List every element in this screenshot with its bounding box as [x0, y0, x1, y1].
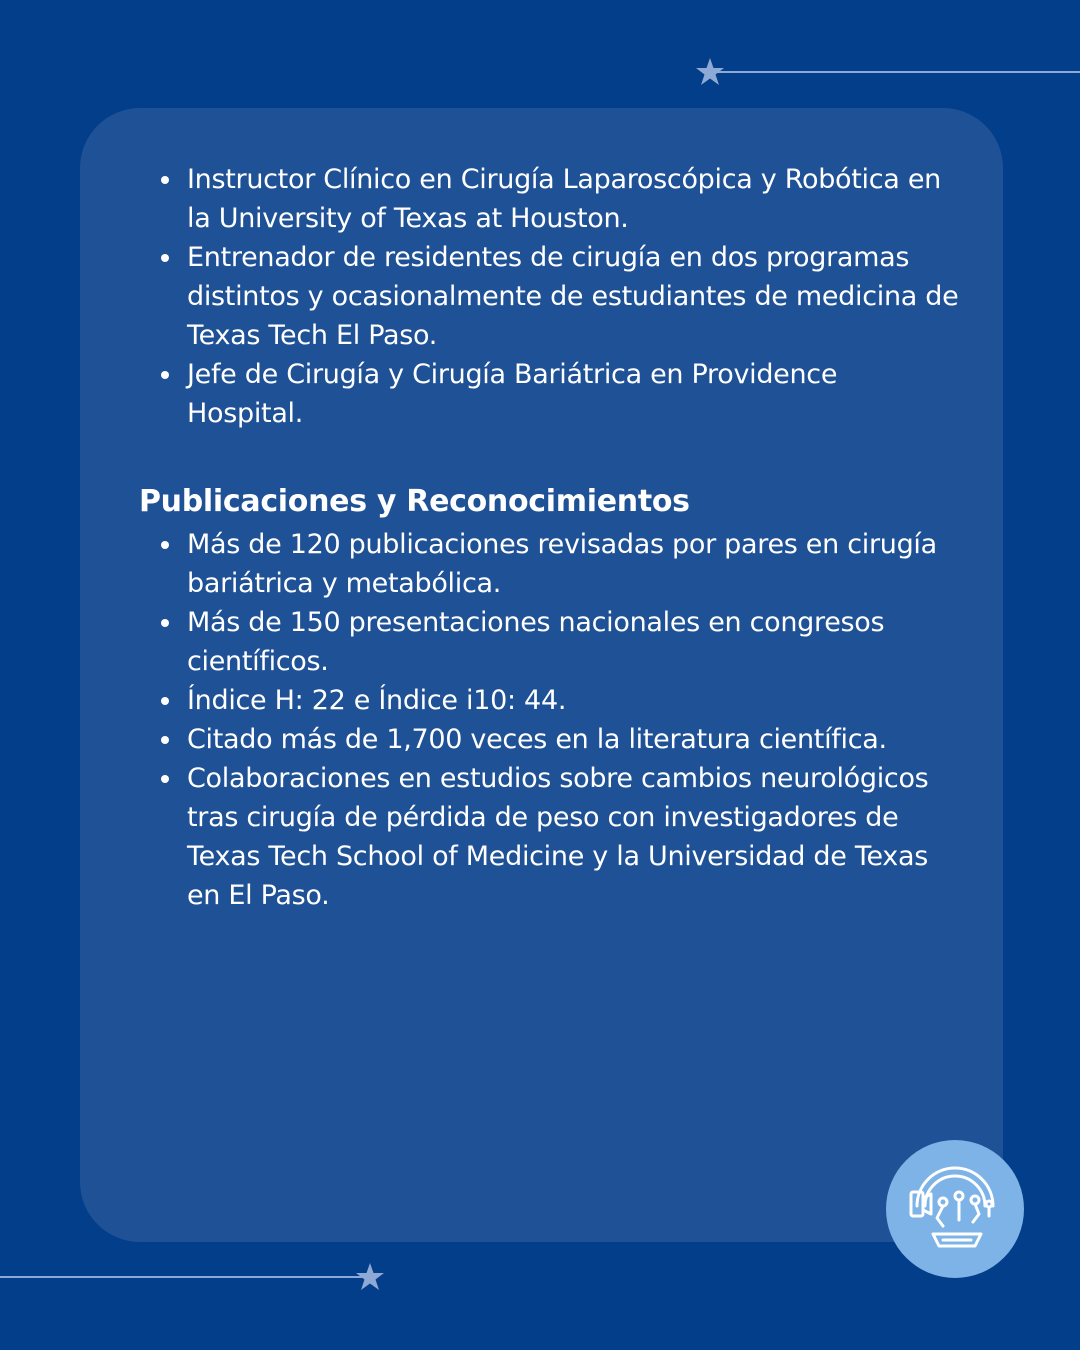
star-icon	[694, 56, 726, 88]
list-item: Más de 150 presentaciones nacionales en congresos científicos.	[139, 603, 959, 681]
list-item: Jefe de Cirugía y Cirugía Bariátrica en Providence Hospital.	[139, 355, 959, 433]
section-title: Publicaciones y Reconocimientos	[139, 484, 690, 519]
list-item: Entrenador de residentes de cirugía en dos programas distintos y ocasionalmente de estudiantes de medicina de Texas Tech El Paso.	[139, 238, 959, 355]
top-divider-line	[710, 71, 1080, 73]
list-item: Colaboraciones en estudios sobre cambios neurológicos tras cirugía de pérdida de peso con investigadores de Texas Tech School of Medicine y la Universidad de Texas en El Paso.	[139, 759, 959, 915]
surgical-robot-icon	[903, 1164, 1007, 1254]
list-item: Índice H: 22 e Índice i10: 44.	[139, 681, 959, 720]
list-item: Más de 120 publicaciones revisadas por pares en cirugía bariátrica y metabólica.	[139, 525, 959, 603]
star-icon	[354, 1261, 386, 1293]
list-item: Instructor Clínico en Cirugía Laparoscópica y Robótica en la University of Texas at Houston.	[139, 160, 959, 238]
logo-badge	[886, 1140, 1024, 1278]
bottom-divider-line	[0, 1276, 372, 1278]
experience-list	[139, 160, 959, 433]
list-item: Citado más de 1,700 veces en la literatura científica.	[139, 720, 959, 759]
publications-list	[139, 525, 959, 915]
